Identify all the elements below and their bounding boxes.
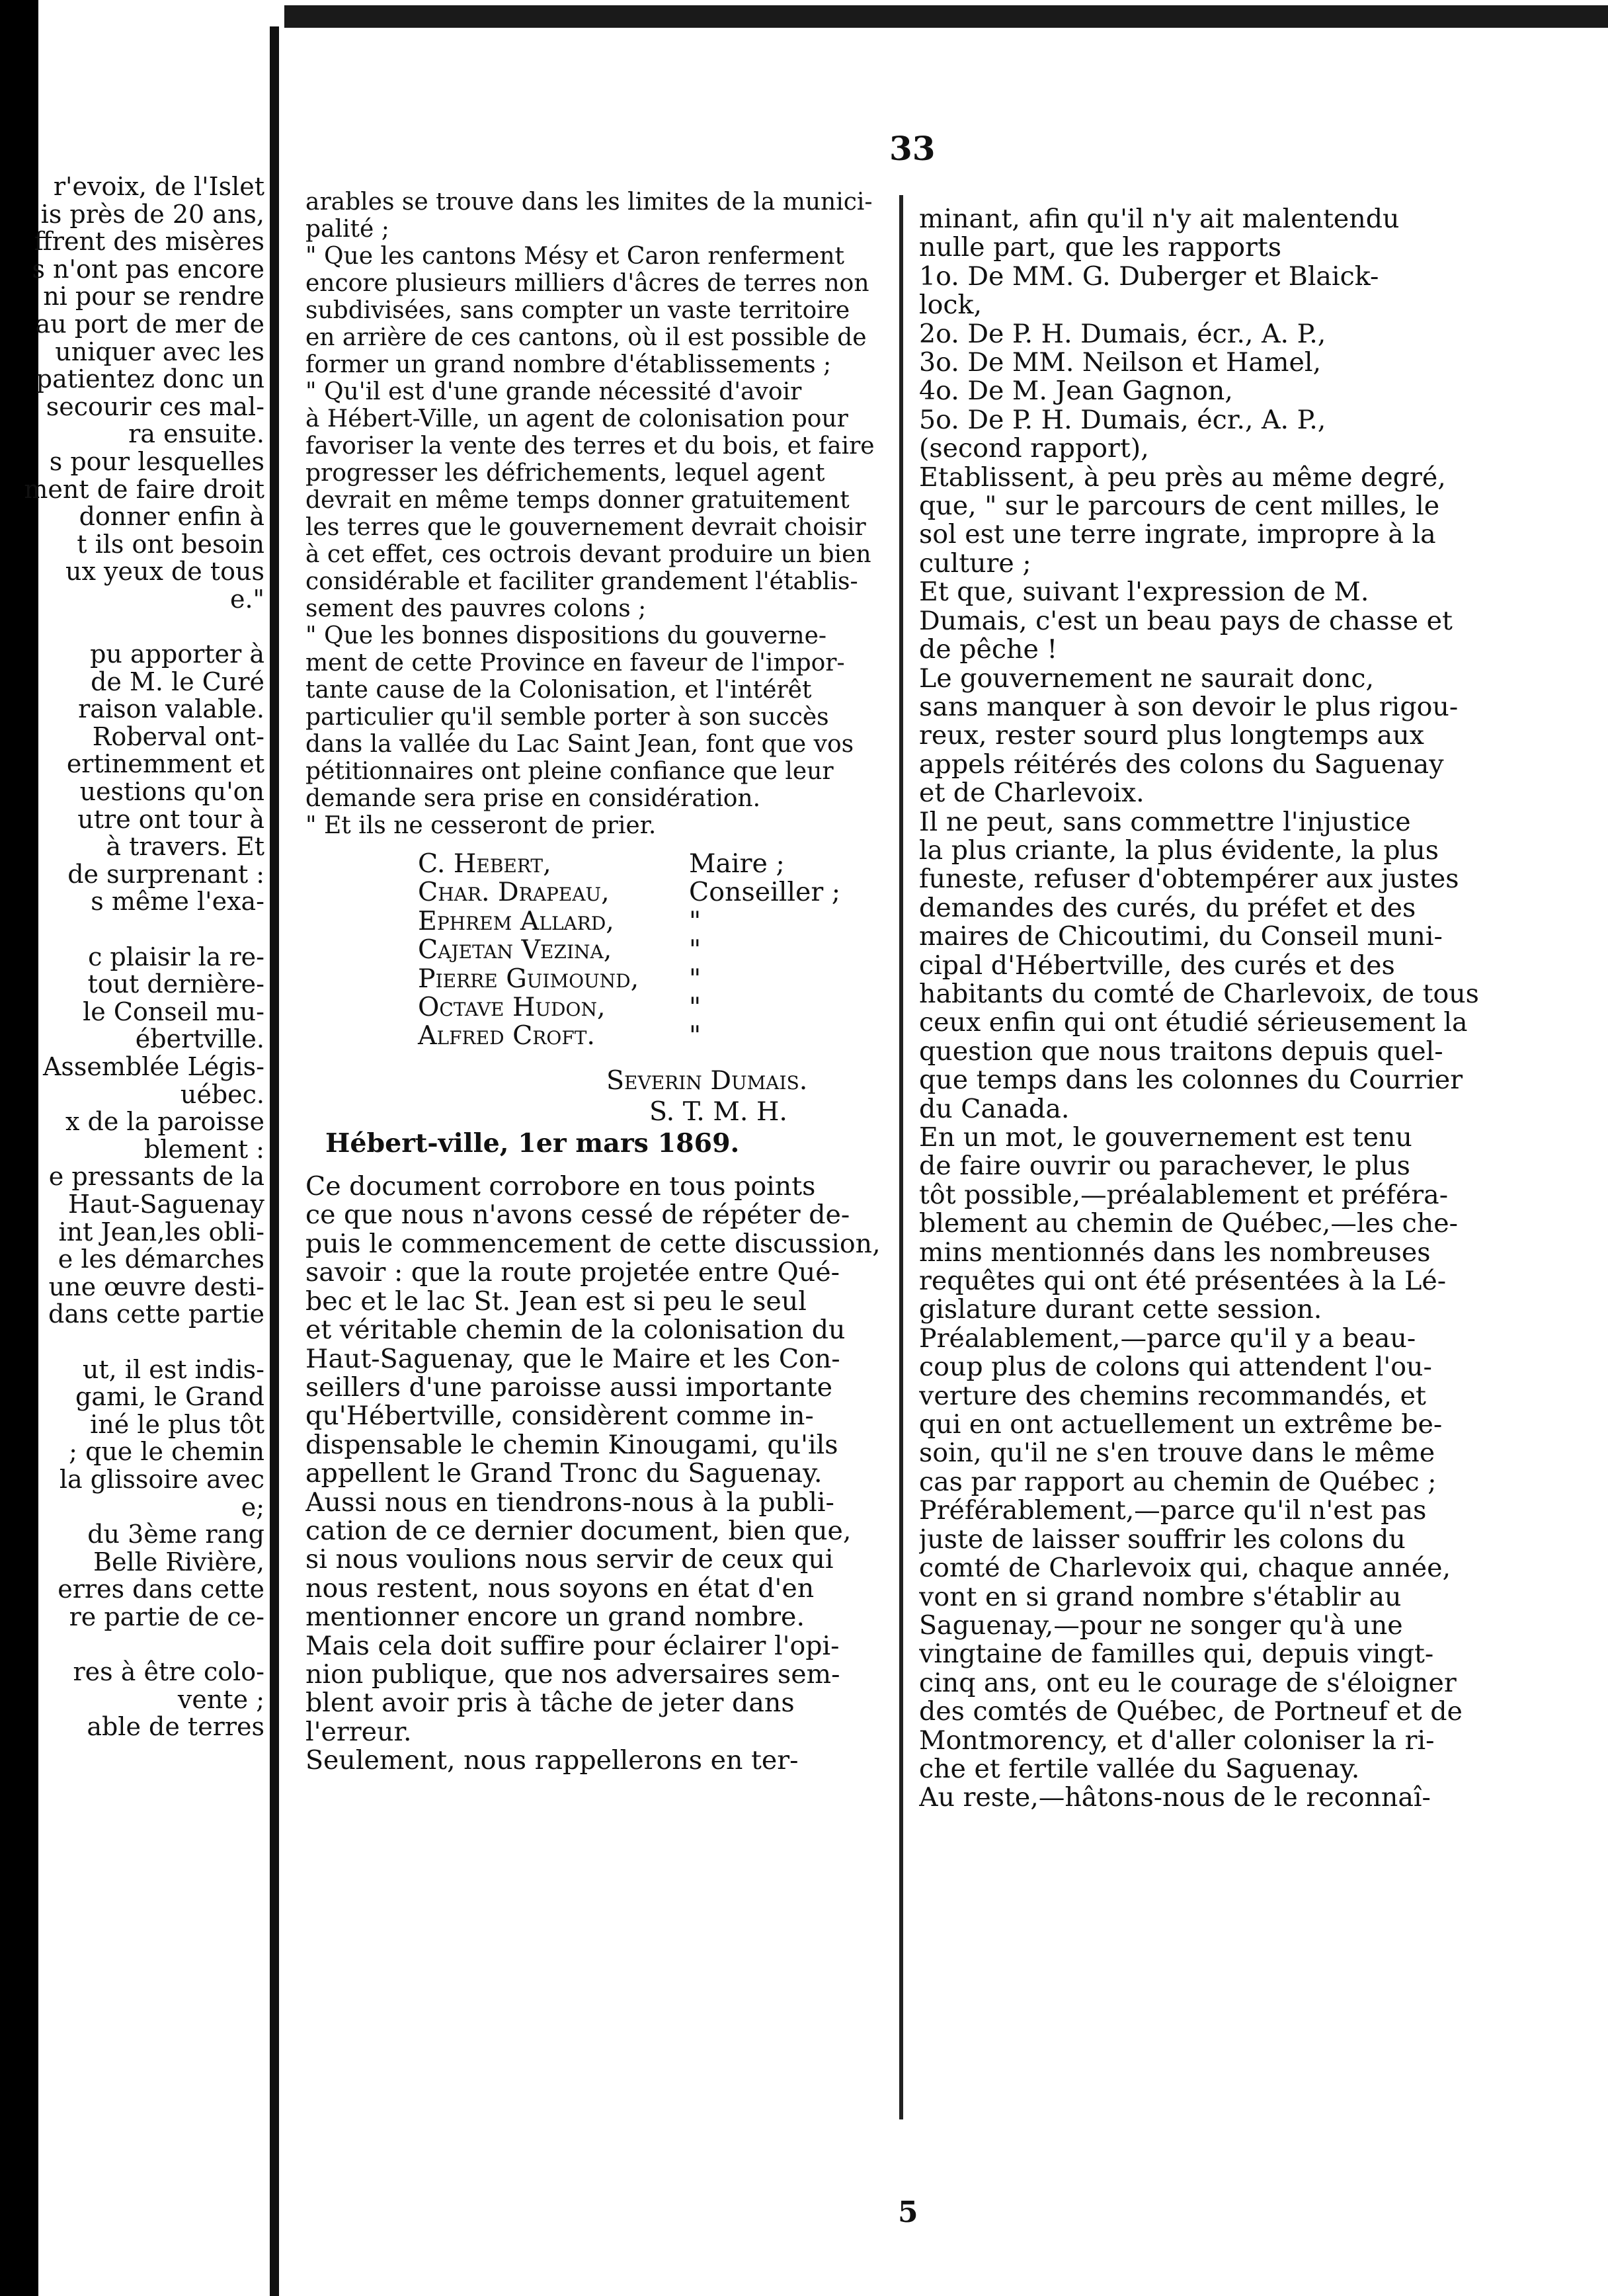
text-line: Préalablement,—parce qu'il y a beau- — [919, 1324, 1416, 1354]
text-line: s n'ont pas encore — [32, 255, 264, 284]
text-line: tante cause de la Colonisation, et l'intérêt — [305, 676, 812, 704]
signer-row — [418, 1022, 887, 1050]
text-line: " Que les cantons Mésy et Caron renferment — [305, 243, 845, 270]
text-line: question que nous traitons depuis quel- — [919, 1037, 1443, 1067]
signer-title: Maire ; — [689, 848, 785, 879]
text-line: gami, le Grand — [75, 1383, 264, 1411]
text-line: Roberval ont- — [92, 723, 264, 751]
text-line: ceux enfin qui ont étudié sérieusement la — [919, 1008, 1468, 1038]
text-line: pu apporter à — [90, 641, 264, 669]
text-line: comté de Charlevoix qui, chaque année, — [919, 1554, 1451, 1583]
text-line: dispensable le chemin Kinougami, qu'ils — [305, 1430, 838, 1460]
text-line: au port de mer de — [35, 310, 264, 339]
text-line: culture ; — [919, 549, 1031, 579]
text-line: Dumais, c'est un beau pays de chasse et — [919, 606, 1453, 636]
text-line: tôt possible,—préalablement et préféra- — [919, 1180, 1449, 1210]
text-line: Préférablement,—parce qu'il n'est pas — [919, 1496, 1427, 1526]
text-line: utre ont tour à — [77, 805, 264, 834]
text-line: sans manquer à son devoir le plus rigou- — [919, 692, 1459, 722]
text-line: ffrent des misères — [34, 228, 264, 256]
signer-row — [418, 965, 887, 993]
signer-title: " — [689, 934, 702, 965]
text-line: en arrière de ces cantons, où il est possible de — [305, 324, 867, 351]
text-line: Aussi nous en tiendrons-nous à la publi- — [305, 1488, 834, 1517]
text-line: nous restent, nous soyons en état d'en — [305, 1574, 815, 1604]
text-line: et véritable chemin de la colonisation du — [305, 1316, 846, 1345]
text-line: 3o. De MM. Neilson et Hamel, — [919, 348, 1322, 378]
text-line: ut, il est indis- — [82, 1356, 264, 1384]
top-border — [284, 5, 1608, 28]
text-line: Saguenay,—pour ne songer qu'à une — [919, 1611, 1403, 1641]
signer-title: " — [689, 905, 702, 936]
signature-mark: 5 — [898, 2195, 918, 2229]
petition-quote — [305, 188, 887, 839]
text-line: coup plus de colons qui attendent l'ou- — [919, 1353, 1432, 1382]
text-line: " Qu'il est d'une grande nécessité d'avoir — [305, 378, 802, 405]
text-line: re partie de ce- — [69, 1603, 264, 1631]
text-line: Mais cela doit suffire pour éclairer l'opi- — [305, 1631, 840, 1660]
text-line: res à être colo- — [73, 1659, 264, 1686]
text-line: cinq ans, ont eu le courage de s'éloigner — [919, 1668, 1457, 1698]
text-line: cation de ce dernier document, bien que, — [305, 1516, 852, 1546]
text-line: 2o. De P. H. Dumais, écr., A. P., — [919, 319, 1326, 349]
signer-name: Pierre Guimound, — [418, 963, 639, 994]
text-line: une œuvre desti- — [48, 1273, 264, 1301]
text-line: former un grand nombre d'établissements ; — [305, 351, 832, 378]
text-line: appels réitérés des colons du Saguenay — [919, 750, 1444, 780]
text-line: qu'Hébertville, considèrent comme in- — [305, 1402, 814, 1431]
text-line: cipal d'Hébertville, des curés et des — [919, 951, 1395, 980]
text-line — [0, 614, 264, 641]
text-line: tout dernière- — [87, 971, 264, 999]
text-line: c plaisir la re- — [88, 943, 264, 971]
text-line: favoriser la vente des terres et du bois, et faire — [305, 432, 875, 460]
text-line: des comtés de Québec, de Portneuf et de — [919, 1698, 1463, 1727]
text-line: l'erreur. — [305, 1717, 412, 1747]
signer-title: " — [689, 992, 702, 1023]
text-line: patientez donc un — [36, 366, 264, 393]
text-line: e pressants de la — [48, 1163, 264, 1191]
text-line: seillers d'une paroisse aussi importante — [305, 1373, 833, 1403]
text-line: iné le plus tôt — [90, 1411, 264, 1439]
text-line: du 3ème rang — [87, 1521, 264, 1549]
text-line: que temps dans les colonnes du Courrier — [919, 1066, 1463, 1095]
text-line: dans la vallée du Lac Saint Jean, font que vos — [305, 731, 854, 758]
column-left-cropped — [0, 173, 264, 1741]
text-line — [0, 1631, 264, 1659]
text-line — [0, 1329, 264, 1356]
text-line: de M. le Curé — [91, 668, 264, 696]
text-line: e." — [229, 585, 264, 614]
text-line — [0, 916, 264, 944]
text-line: le Conseil mu- — [83, 998, 264, 1026]
text-line: juste de laisser souffrir les colons du — [919, 1525, 1406, 1555]
text-line: vente ; — [177, 1686, 264, 1714]
signer-name: Ephrem Allard, — [418, 905, 614, 936]
text-line: " Et ils ne cesseront de prier. — [305, 812, 657, 839]
secretary-name: Severin Dumais. — [606, 1065, 808, 1096]
text-line: t ils ont besoin — [77, 530, 264, 559]
text-line: et de Charlevoix. — [919, 779, 1145, 808]
signer-name: Octave Hudon, — [418, 992, 606, 1023]
text-line: 4o. De M. Jean Gagnon, — [919, 377, 1233, 406]
text-line: devrait en même temps donner gratuitement — [305, 487, 850, 514]
text-line: e; — [241, 1493, 264, 1522]
text-line: minant, afin qu'il n'y ait malentendu — [919, 205, 1400, 234]
text-line: Montmorency, et d'aller coloniser la ri- — [919, 1726, 1435, 1755]
signature-block — [305, 850, 887, 1051]
text-line: ni pour se rendre — [43, 283, 264, 311]
text-line: (second rapport), — [919, 434, 1149, 464]
column-right — [919, 205, 1511, 1813]
signer-row — [418, 993, 887, 1022]
secretary-title: S. T. M. H. — [649, 1096, 787, 1128]
text-line: blement : — [143, 1135, 264, 1164]
text-line: Belle Rivière, — [93, 1548, 264, 1577]
text-line: particulier qu'il semble porter à son succès — [305, 704, 829, 731]
text-line: " Que les bonnes dispositions du gouverne- — [305, 622, 827, 649]
text-line: bec et le lac St. Jean est si peu le seul — [305, 1287, 807, 1317]
text-line: gislature durant cette session. — [919, 1295, 1322, 1325]
text-line: mentionner encore un grand nombre. — [305, 1603, 805, 1632]
dateline: Hébert-ville, 1er mars 1869. — [325, 1128, 740, 1159]
text-line: Assemblée Légis- — [42, 1053, 264, 1081]
signer-title: " — [689, 963, 702, 994]
text-line: demande sera prise en considération. — [305, 785, 761, 812]
text-line: la plus criante, la plus évidente, la plus — [919, 836, 1439, 866]
text-line: de faire ouvrir ou parachever, le plus — [919, 1152, 1410, 1181]
text-line: pétitionnaires ont pleine confiance que leur — [305, 758, 834, 785]
page-number: 33 — [889, 129, 936, 168]
text-line: 5o. De P. H. Dumais, écr., A. P., — [919, 405, 1326, 435]
text-line: considérable et faciliter grandement l'établis- — [305, 568, 858, 595]
text-line: e les démarches — [58, 1246, 264, 1274]
text-line: Ce document corrobore en tous points — [305, 1172, 816, 1202]
signer-name: C. Hebert, — [418, 848, 551, 879]
text-line: ment de faire droit — [24, 475, 264, 504]
text-line: palité ; — [305, 216, 389, 243]
text-line: mins mentionnés dans les nombreuses — [919, 1238, 1431, 1268]
text-line: Il ne peut, sans commettre l'injustice — [919, 807, 1411, 837]
text-line: ment de cette Province en faveur de l'impor- — [305, 649, 845, 676]
text-line: de surprenant : — [67, 860, 264, 889]
text-line: x de la paroisse — [65, 1108, 264, 1136]
text-line: is près de 20 ans, — [40, 200, 264, 229]
text-line: uniquer avec les — [55, 338, 264, 366]
text-line: int Jean,les obli- — [58, 1218, 264, 1247]
text-line: appellent le Grand Tronc du Saguenay. — [305, 1459, 823, 1489]
text-line: progresser les défrichements, lequel agent — [305, 460, 825, 487]
text-line: maires de Chicoutimi, du Conseil muni- — [919, 922, 1443, 952]
text-line: che et fertile vallée du Saguenay. — [919, 1754, 1360, 1784]
text-line: demandes des curés, du préfet et des — [919, 893, 1416, 923]
text-line: uébec. — [180, 1081, 264, 1109]
text-line: reux, rester sourd plus longtemps aux — [919, 721, 1424, 751]
column-middle — [305, 188, 887, 1776]
text-line: uestions qu'on — [79, 778, 264, 806]
text-line: Etablissent, à peu près au même degré, — [919, 463, 1446, 493]
text-line: s même l'exa- — [91, 888, 264, 917]
text-line: subdivisées, sans compter un vaste territoire — [305, 297, 850, 324]
text-line: raison valable. — [78, 696, 264, 723]
signer-row — [418, 878, 887, 907]
text-line: ; que le chemin — [69, 1438, 264, 1466]
text-line: En un mot, le gouvernement est tenu — [919, 1124, 1412, 1153]
signer-row — [418, 936, 887, 964]
text-line: erres dans cette — [58, 1576, 264, 1604]
text-line: sol est une terre ingrate, impropre à la — [919, 520, 1436, 550]
signer-name: Char. Drapeau, — [418, 877, 610, 908]
text-line: encore plusieurs milliers d'âcres de terres non — [305, 270, 869, 297]
signer-row — [418, 850, 887, 878]
text-line: Le gouvernement ne saurait donc, — [919, 664, 1375, 693]
text-line: Et que, suivant l'expression de M. — [919, 578, 1369, 607]
text-line: vont en si grand nombre s'établir au — [919, 1582, 1402, 1612]
signer-title: " — [689, 1020, 702, 1051]
text-line: Haut-Saguenay — [68, 1190, 264, 1219]
text-line: à cet effet, ces octrois devant produire un bien — [305, 541, 871, 568]
column-divider-right — [899, 195, 903, 2119]
text-line: blement au chemin de Québec,—les che- — [919, 1210, 1458, 1239]
text-line: vingtaine de familles qui, depuis vingt- — [919, 1640, 1434, 1669]
text-line: du Canada. — [919, 1094, 1070, 1124]
signer-row — [418, 907, 887, 936]
text-line: ux yeux de tous — [65, 558, 264, 586]
text-line: la glissoire avec — [59, 1465, 264, 1494]
text-line: able de terres — [87, 1713, 264, 1741]
text-line: verture des chemins recommandés, et — [919, 1381, 1426, 1411]
text-line: funeste, refuser d'obtempérer aux justes — [919, 865, 1459, 894]
text-line: de pêche ! — [919, 636, 1058, 665]
text-line: 1o. De MM. G. Duberger et Blaick- — [919, 262, 1379, 292]
text-line: ébertville. — [135, 1026, 264, 1053]
text-line: ra ensuite. — [128, 421, 264, 448]
text-line: lock, — [919, 291, 983, 320]
text-line: savoir : que la route projetée entre Qué- — [305, 1258, 840, 1288]
text-line: les terres que le gouvernement devrait choisir — [305, 514, 866, 541]
column-divider-left — [270, 26, 279, 2296]
text-line: secourir ces mal- — [46, 393, 264, 421]
text-line: Au reste,—hâtons-nous de le reconnaî- — [919, 1784, 1431, 1813]
text-line: cas par rapport au chemin de Québec ; — [919, 1467, 1437, 1497]
text-line: que, " sur le parcours de cent milles, le — [919, 492, 1440, 521]
text-line: à Hébert-Ville, un agent de colonisation pour — [305, 405, 848, 432]
article-body — [305, 1172, 887, 1776]
text-line: requêtes qui ont été présentées à la Lé- — [919, 1267, 1447, 1296]
text-line: r'evoix, de l'Islet — [53, 173, 264, 201]
text-line: Haut-Saguenay, que le Maire et les Con- — [305, 1344, 840, 1374]
text-line: soin, qu'il ne s'en trouve dans le même — [919, 1439, 1435, 1468]
text-line: arables se trouve dans les limites de la munici- — [305, 188, 873, 216]
text-line: habitants du comté de Charlevoix, de tous — [919, 979, 1479, 1009]
text-line: donner enfin à — [79, 503, 264, 531]
text-line: si nous voulions nous servir de ceux qui — [305, 1545, 834, 1575]
text-line: nion publique, que nos adversaires sem- — [305, 1660, 840, 1690]
text-line: blent avoir pris à tâche de jeter dans — [305, 1689, 795, 1718]
text-line: qui en ont actuellement un extrême be- — [919, 1411, 1443, 1440]
text-line: puis le commencement de cette discussion, — [305, 1229, 881, 1259]
text-line: ce que nous n'avons cessé de répéter de- — [305, 1201, 850, 1230]
text-line: à travers. Et — [106, 833, 264, 861]
text-line: dans cette partie — [48, 1301, 264, 1329]
text-line: ertinemment et — [66, 751, 264, 779]
signer-name: Cajetan Vezina, — [418, 934, 612, 965]
signer-title: Conseiller ; — [689, 877, 841, 908]
text-line: sement des pauvres colons ; — [305, 595, 647, 622]
signer-name: Alfred Croft. — [418, 1020, 595, 1051]
text-line: nulle part, que les rapports — [919, 233, 1282, 263]
text-line: s pour lesquelles — [49, 448, 264, 476]
text-line: Seulement, nous rappellerons en ter- — [305, 1746, 799, 1776]
